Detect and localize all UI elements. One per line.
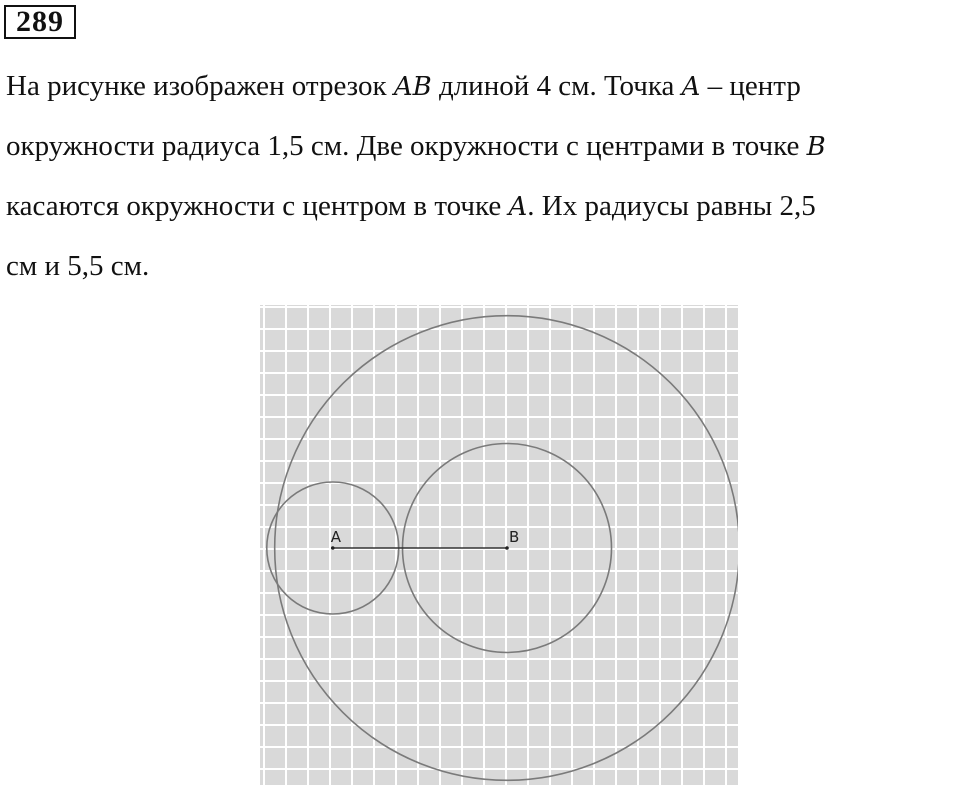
text-fragment: . Их радиусы равны 2,5	[527, 190, 816, 222]
problem-line-3	[6, 177, 956, 237]
point-a-label: A	[330, 528, 342, 546]
text-fragment: – центр	[700, 70, 801, 102]
figure-canvas	[260, 305, 738, 785]
problem-line-1	[6, 57, 956, 117]
text-fragment: окружности радиуса 1,5 см. Две окружности с центрами в точке	[6, 130, 807, 162]
segment-ab-symbol: AB	[393, 72, 432, 102]
text-fragment: касаются окружности с центром в точке	[6, 190, 509, 222]
point-b	[505, 546, 509, 550]
task-number: 289	[4, 5, 76, 39]
text-fragment: длиной 4 см. Точка	[431, 70, 682, 102]
problem-line-2	[6, 117, 956, 177]
problem-line-4	[6, 237, 956, 296]
geometry-figure	[260, 305, 738, 785]
point-a	[331, 546, 335, 550]
problem-text	[6, 57, 956, 296]
point-b-label: B	[509, 528, 520, 546]
text-fragment: На рисунке изображен отрезок	[6, 70, 394, 102]
text-fragment: см и 5,5 см.	[6, 250, 150, 282]
point-a-symbol: A	[681, 72, 701, 102]
point-a-symbol: A	[508, 192, 528, 222]
point-b-symbol: B	[806, 132, 826, 162]
